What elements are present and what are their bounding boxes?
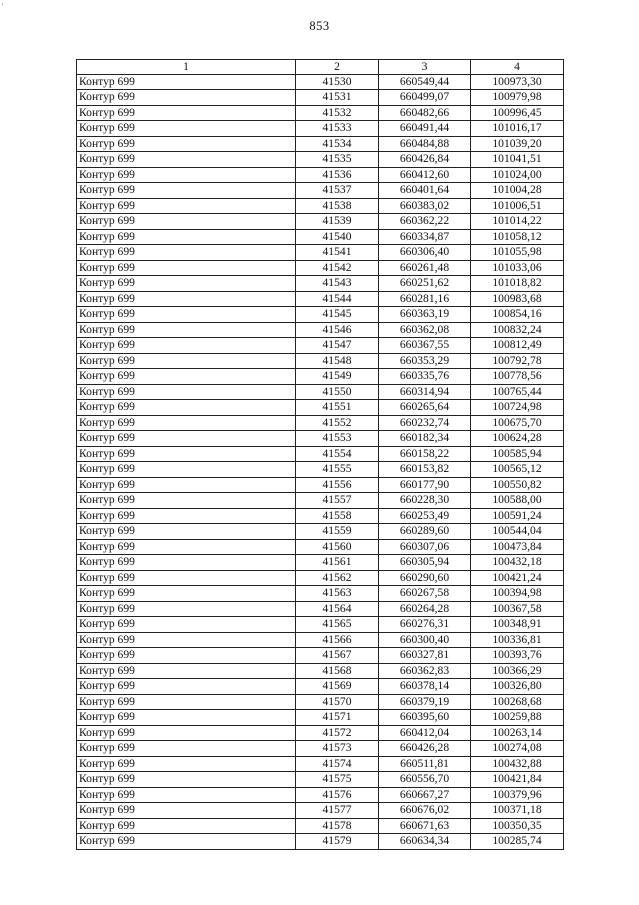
- point-number-cell: 41544: [296, 291, 379, 307]
- x-coordinate-cell: 660264,28: [379, 601, 471, 617]
- point-number-cell: 41555: [296, 462, 379, 478]
- contour-name-cell: Контур 699: [77, 555, 296, 571]
- x-coordinate-cell: 660556,70: [379, 772, 471, 788]
- y-coordinate-cell: 100336,81: [471, 632, 564, 648]
- contour-name-cell: Контур 699: [77, 446, 296, 462]
- contour-name-cell: Контур 699: [77, 105, 296, 121]
- y-coordinate-cell: 100675,70: [471, 415, 564, 431]
- contour-name-cell: Контур 699: [77, 338, 296, 354]
- point-number-cell: 41576: [296, 787, 379, 803]
- point-number-cell: 41572: [296, 725, 379, 741]
- point-number-cell: 41566: [296, 632, 379, 648]
- point-number-cell: 41556: [296, 477, 379, 493]
- table-row: [77, 167, 564, 183]
- page-number: 853: [309, 19, 330, 33]
- y-coordinate-cell: 101014,22: [471, 214, 564, 230]
- y-coordinate-cell: 101041,51: [471, 152, 564, 168]
- x-coordinate-cell: 660426,84: [379, 152, 471, 168]
- y-coordinate-cell: 100565,12: [471, 462, 564, 478]
- x-coordinate-cell: 660153,82: [379, 462, 471, 478]
- contour-name-cell: Контур 699: [77, 477, 296, 493]
- x-coordinate-cell: 660412,04: [379, 725, 471, 741]
- contour-name-cell: Контур 699: [77, 400, 296, 416]
- contour-name-cell: Контур 699: [77, 524, 296, 540]
- y-coordinate-cell: 100421,84: [471, 772, 564, 788]
- table-row: [77, 260, 564, 276]
- x-coordinate-cell: 660383,02: [379, 198, 471, 214]
- contour-name-cell: Контур 699: [77, 229, 296, 245]
- y-coordinate-cell: 100348,91: [471, 617, 564, 633]
- contour-name-cell: Контур 699: [77, 787, 296, 803]
- table-row: [77, 648, 564, 664]
- coordinates-table: [76, 59, 564, 850]
- x-coordinate-cell: 660335,76: [379, 369, 471, 385]
- table-row: [77, 555, 564, 571]
- y-coordinate-cell: 100550,82: [471, 477, 564, 493]
- table-row: [77, 245, 564, 261]
- point-number-cell: 41568: [296, 663, 379, 679]
- contour-name-cell: Контур 699: [77, 214, 296, 230]
- y-coordinate-cell: 100379,96: [471, 787, 564, 803]
- x-coordinate-cell: 660491,44: [379, 121, 471, 137]
- contour-name-cell: Контур 699: [77, 245, 296, 261]
- scan-corner-mark: ': [2, 2, 4, 11]
- point-number-cell: 41570: [296, 694, 379, 710]
- contour-name-cell: Контур 699: [77, 803, 296, 819]
- x-coordinate-cell: 660314,94: [379, 384, 471, 400]
- x-coordinate-cell: 660401,64: [379, 183, 471, 199]
- contour-name-cell: Контур 699: [77, 198, 296, 214]
- point-number-cell: 41532: [296, 105, 379, 121]
- x-coordinate-cell: 660182,34: [379, 431, 471, 447]
- contour-name-cell: Контур 699: [77, 648, 296, 664]
- y-coordinate-cell: 100366,29: [471, 663, 564, 679]
- table-row: [77, 322, 564, 338]
- y-coordinate-cell: 100394,98: [471, 586, 564, 602]
- contour-name-cell: Контур 699: [77, 136, 296, 152]
- y-coordinate-cell: 100832,24: [471, 322, 564, 338]
- point-number-cell: 41574: [296, 756, 379, 772]
- y-coordinate-cell: 101024,00: [471, 167, 564, 183]
- table-row: [77, 818, 564, 834]
- y-coordinate-cell: 100367,58: [471, 601, 564, 617]
- x-coordinate-cell: 660253,49: [379, 508, 471, 524]
- contour-name-cell: Контур 699: [77, 725, 296, 741]
- table-row: [77, 570, 564, 586]
- x-coordinate-cell: 660362,08: [379, 322, 471, 338]
- table-row: [77, 431, 564, 447]
- x-coordinate-cell: 660306,40: [379, 245, 471, 261]
- table-row: [77, 276, 564, 292]
- x-coordinate-cell: 660426,28: [379, 741, 471, 757]
- point-number-cell: 41534: [296, 136, 379, 152]
- y-coordinate-cell: 100393,76: [471, 648, 564, 664]
- contour-name-cell: Контур 699: [77, 322, 296, 338]
- point-number-cell: 41560: [296, 539, 379, 555]
- x-coordinate-cell: 660276,31: [379, 617, 471, 633]
- y-coordinate-cell: 100421,24: [471, 570, 564, 586]
- contour-name-cell: Контур 699: [77, 756, 296, 772]
- y-coordinate-cell: 100854,16: [471, 307, 564, 323]
- y-coordinate-cell: 100792,78: [471, 353, 564, 369]
- x-coordinate-cell: 660367,55: [379, 338, 471, 354]
- point-number-cell: 41536: [296, 167, 379, 183]
- contour-name-cell: Контур 699: [77, 679, 296, 695]
- x-coordinate-cell: 660290,60: [379, 570, 471, 586]
- table-row: [77, 369, 564, 385]
- y-coordinate-cell: 100432,18: [471, 555, 564, 571]
- table-row: [77, 787, 564, 803]
- point-number-cell: 41567: [296, 648, 379, 664]
- table-row: [77, 617, 564, 633]
- point-number-cell: 41545: [296, 307, 379, 323]
- contour-name-cell: Контур 699: [77, 74, 296, 90]
- contour-name-cell: Контур 699: [77, 260, 296, 276]
- table-row: [77, 353, 564, 369]
- point-number-cell: 41550: [296, 384, 379, 400]
- x-coordinate-cell: 660281,16: [379, 291, 471, 307]
- x-coordinate-cell: 660267,58: [379, 586, 471, 602]
- point-number-cell: 41564: [296, 601, 379, 617]
- table-row: [77, 772, 564, 788]
- point-number-cell: 41562: [296, 570, 379, 586]
- contour-name-cell: Контур 699: [77, 741, 296, 757]
- point-number-cell: 41557: [296, 493, 379, 509]
- x-coordinate-cell: 660265,64: [379, 400, 471, 416]
- table-row: [77, 539, 564, 555]
- point-number-cell: 41548: [296, 353, 379, 369]
- y-coordinate-cell: 100350,35: [471, 818, 564, 834]
- point-number-cell: 41546: [296, 322, 379, 338]
- x-coordinate-cell: 660251,62: [379, 276, 471, 292]
- x-coordinate-cell: 660379,19: [379, 694, 471, 710]
- y-coordinate-cell: 100268,68: [471, 694, 564, 710]
- y-coordinate-cell: 100259,88: [471, 710, 564, 726]
- point-number-cell: 41531: [296, 90, 379, 106]
- table-row: [77, 229, 564, 245]
- y-coordinate-cell: 100983,68: [471, 291, 564, 307]
- point-number-cell: 41565: [296, 617, 379, 633]
- table-row: [77, 756, 564, 772]
- contour-name-cell: Контур 699: [77, 772, 296, 788]
- y-coordinate-cell: 101055,98: [471, 245, 564, 261]
- x-coordinate-cell: 660327,81: [379, 648, 471, 664]
- table-row: [77, 121, 564, 137]
- contour-name-cell: Контур 699: [77, 369, 296, 385]
- y-coordinate-cell: 101018,82: [471, 276, 564, 292]
- point-number-cell: 41537: [296, 183, 379, 199]
- table-row: [77, 415, 564, 431]
- y-coordinate-cell: 100724,98: [471, 400, 564, 416]
- table-row: [77, 477, 564, 493]
- table-row: [77, 803, 564, 819]
- point-number-cell: 41533: [296, 121, 379, 137]
- x-coordinate-cell: 660300,40: [379, 632, 471, 648]
- y-coordinate-cell: 101033,06: [471, 260, 564, 276]
- y-coordinate-cell: 100473,84: [471, 539, 564, 555]
- y-coordinate-cell: 100432,88: [471, 756, 564, 772]
- x-coordinate-cell: 660177,90: [379, 477, 471, 493]
- point-number-cell: 41575: [296, 772, 379, 788]
- table-row: [77, 74, 564, 90]
- contour-name-cell: Контур 699: [77, 276, 296, 292]
- table-row: [77, 834, 564, 850]
- point-number-cell: 41540: [296, 229, 379, 245]
- point-number-cell: 41578: [296, 818, 379, 834]
- table-row: [77, 291, 564, 307]
- column-header-4: 4: [471, 60, 564, 75]
- table-row: [77, 694, 564, 710]
- table-row: [77, 105, 564, 121]
- table-row: [77, 462, 564, 478]
- x-coordinate-cell: 660378,14: [379, 679, 471, 695]
- x-coordinate-cell: 660484,88: [379, 136, 471, 152]
- column-header-1: 1: [77, 60, 296, 75]
- contour-name-cell: Контур 699: [77, 384, 296, 400]
- x-coordinate-cell: 660158,22: [379, 446, 471, 462]
- y-coordinate-cell: 100996,45: [471, 105, 564, 121]
- contour-name-cell: Контур 699: [77, 617, 296, 633]
- y-coordinate-cell: 100979,98: [471, 90, 564, 106]
- x-coordinate-cell: 660549,44: [379, 74, 471, 90]
- table-row: [77, 338, 564, 354]
- contour-name-cell: Контур 699: [77, 167, 296, 183]
- y-coordinate-cell: 100765,44: [471, 384, 564, 400]
- x-coordinate-cell: 660395,60: [379, 710, 471, 726]
- point-number-cell: 41538: [296, 198, 379, 214]
- x-coordinate-cell: 660334,87: [379, 229, 471, 245]
- table-row: [77, 400, 564, 416]
- y-coordinate-cell: 100263,14: [471, 725, 564, 741]
- table-row: [77, 446, 564, 462]
- column-header-3: 3: [379, 60, 471, 75]
- x-coordinate-cell: 660232,74: [379, 415, 471, 431]
- point-number-cell: 41561: [296, 555, 379, 571]
- table-row: [77, 307, 564, 323]
- x-coordinate-cell: 660363,19: [379, 307, 471, 323]
- contour-name-cell: Контур 699: [77, 586, 296, 602]
- x-coordinate-cell: 660353,29: [379, 353, 471, 369]
- y-coordinate-cell: 100274,08: [471, 741, 564, 757]
- table-row: [77, 710, 564, 726]
- x-coordinate-cell: 660671,63: [379, 818, 471, 834]
- contour-name-cell: Контур 699: [77, 90, 296, 106]
- y-coordinate-cell: 100812,49: [471, 338, 564, 354]
- point-number-cell: 41543: [296, 276, 379, 292]
- point-number-cell: 41573: [296, 741, 379, 757]
- point-number-cell: 41541: [296, 245, 379, 261]
- contour-name-cell: Контур 699: [77, 183, 296, 199]
- contour-name-cell: Контур 699: [77, 508, 296, 524]
- point-number-cell: 41571: [296, 710, 379, 726]
- y-coordinate-cell: 100544,04: [471, 524, 564, 540]
- x-coordinate-cell: 660261,48: [379, 260, 471, 276]
- contour-name-cell: Контур 699: [77, 834, 296, 850]
- x-coordinate-cell: 660362,22: [379, 214, 471, 230]
- point-number-cell: 41535: [296, 152, 379, 168]
- table-row: [77, 663, 564, 679]
- table-row: [77, 725, 564, 741]
- contour-name-cell: Контур 699: [77, 462, 296, 478]
- x-coordinate-cell: 660634,34: [379, 834, 471, 850]
- table-body: [77, 74, 564, 849]
- contour-name-cell: Контур 699: [77, 307, 296, 323]
- point-number-cell: 41549: [296, 369, 379, 385]
- table-row: [77, 90, 564, 106]
- point-number-cell: 41552: [296, 415, 379, 431]
- point-number-cell: 41559: [296, 524, 379, 540]
- point-number-cell: 41577: [296, 803, 379, 819]
- y-coordinate-cell: 100326,80: [471, 679, 564, 695]
- x-coordinate-cell: 660482,66: [379, 105, 471, 121]
- y-coordinate-cell: 100778,56: [471, 369, 564, 385]
- y-coordinate-cell: 100973,30: [471, 74, 564, 90]
- table-row: [77, 384, 564, 400]
- point-number-cell: 41542: [296, 260, 379, 276]
- contour-name-cell: Контур 699: [77, 694, 296, 710]
- table-row: [77, 152, 564, 168]
- x-coordinate-cell: 660667,27: [379, 787, 471, 803]
- table-row: [77, 632, 564, 648]
- table-row: [77, 198, 564, 214]
- point-number-cell: 41539: [296, 214, 379, 230]
- table-row: [77, 493, 564, 509]
- x-coordinate-cell: 660305,94: [379, 555, 471, 571]
- x-coordinate-cell: 660511,81: [379, 756, 471, 772]
- y-coordinate-cell: 100371,18: [471, 803, 564, 819]
- point-number-cell: 41553: [296, 431, 379, 447]
- y-coordinate-cell: 101006,51: [471, 198, 564, 214]
- contour-name-cell: Контур 699: [77, 121, 296, 137]
- x-coordinate-cell: 660307,06: [379, 539, 471, 555]
- point-number-cell: 41530: [296, 74, 379, 90]
- table-row: [77, 741, 564, 757]
- contour-name-cell: Контур 699: [77, 415, 296, 431]
- x-coordinate-cell: 660499,07: [379, 90, 471, 106]
- point-number-cell: 41547: [296, 338, 379, 354]
- y-coordinate-cell: 100585,94: [471, 446, 564, 462]
- contour-name-cell: Контур 699: [77, 291, 296, 307]
- x-coordinate-cell: 660676,02: [379, 803, 471, 819]
- point-number-cell: 41569: [296, 679, 379, 695]
- point-number-cell: 41554: [296, 446, 379, 462]
- contour-name-cell: Контур 699: [77, 710, 296, 726]
- contour-name-cell: Контур 699: [77, 493, 296, 509]
- table-row: [77, 679, 564, 695]
- y-coordinate-cell: 100624,28: [471, 431, 564, 447]
- contour-name-cell: Контур 699: [77, 601, 296, 617]
- x-coordinate-cell: 660228,30: [379, 493, 471, 509]
- x-coordinate-cell: 660362,83: [379, 663, 471, 679]
- table-header-row: [77, 60, 564, 75]
- table-row: [77, 524, 564, 540]
- y-coordinate-cell: 101016,17: [471, 121, 564, 137]
- table-row: [77, 136, 564, 152]
- contour-name-cell: Контур 699: [77, 570, 296, 586]
- table-row: [77, 508, 564, 524]
- contour-name-cell: Контур 699: [77, 663, 296, 679]
- contour-name-cell: Контур 699: [77, 353, 296, 369]
- y-coordinate-cell: 101004,28: [471, 183, 564, 199]
- x-coordinate-cell: 660289,60: [379, 524, 471, 540]
- table-row: [77, 183, 564, 199]
- column-header-2: 2: [296, 60, 379, 75]
- contour-name-cell: Контур 699: [77, 818, 296, 834]
- contour-name-cell: Контур 699: [77, 539, 296, 555]
- contour-name-cell: Контур 699: [77, 152, 296, 168]
- contour-name-cell: Контур 699: [77, 431, 296, 447]
- table-row: [77, 601, 564, 617]
- point-number-cell: 41551: [296, 400, 379, 416]
- y-coordinate-cell: 100285,74: [471, 834, 564, 850]
- y-coordinate-cell: 101039,20: [471, 136, 564, 152]
- y-coordinate-cell: 101058,12: [471, 229, 564, 245]
- x-coordinate-cell: 660412,60: [379, 167, 471, 183]
- table-row: [77, 214, 564, 230]
- point-number-cell: 41563: [296, 586, 379, 602]
- y-coordinate-cell: 100588,00: [471, 493, 564, 509]
- y-coordinate-cell: 100591,24: [471, 508, 564, 524]
- point-number-cell: 41579: [296, 834, 379, 850]
- table-row: [77, 586, 564, 602]
- contour-name-cell: Контур 699: [77, 632, 296, 648]
- point-number-cell: 41558: [296, 508, 379, 524]
